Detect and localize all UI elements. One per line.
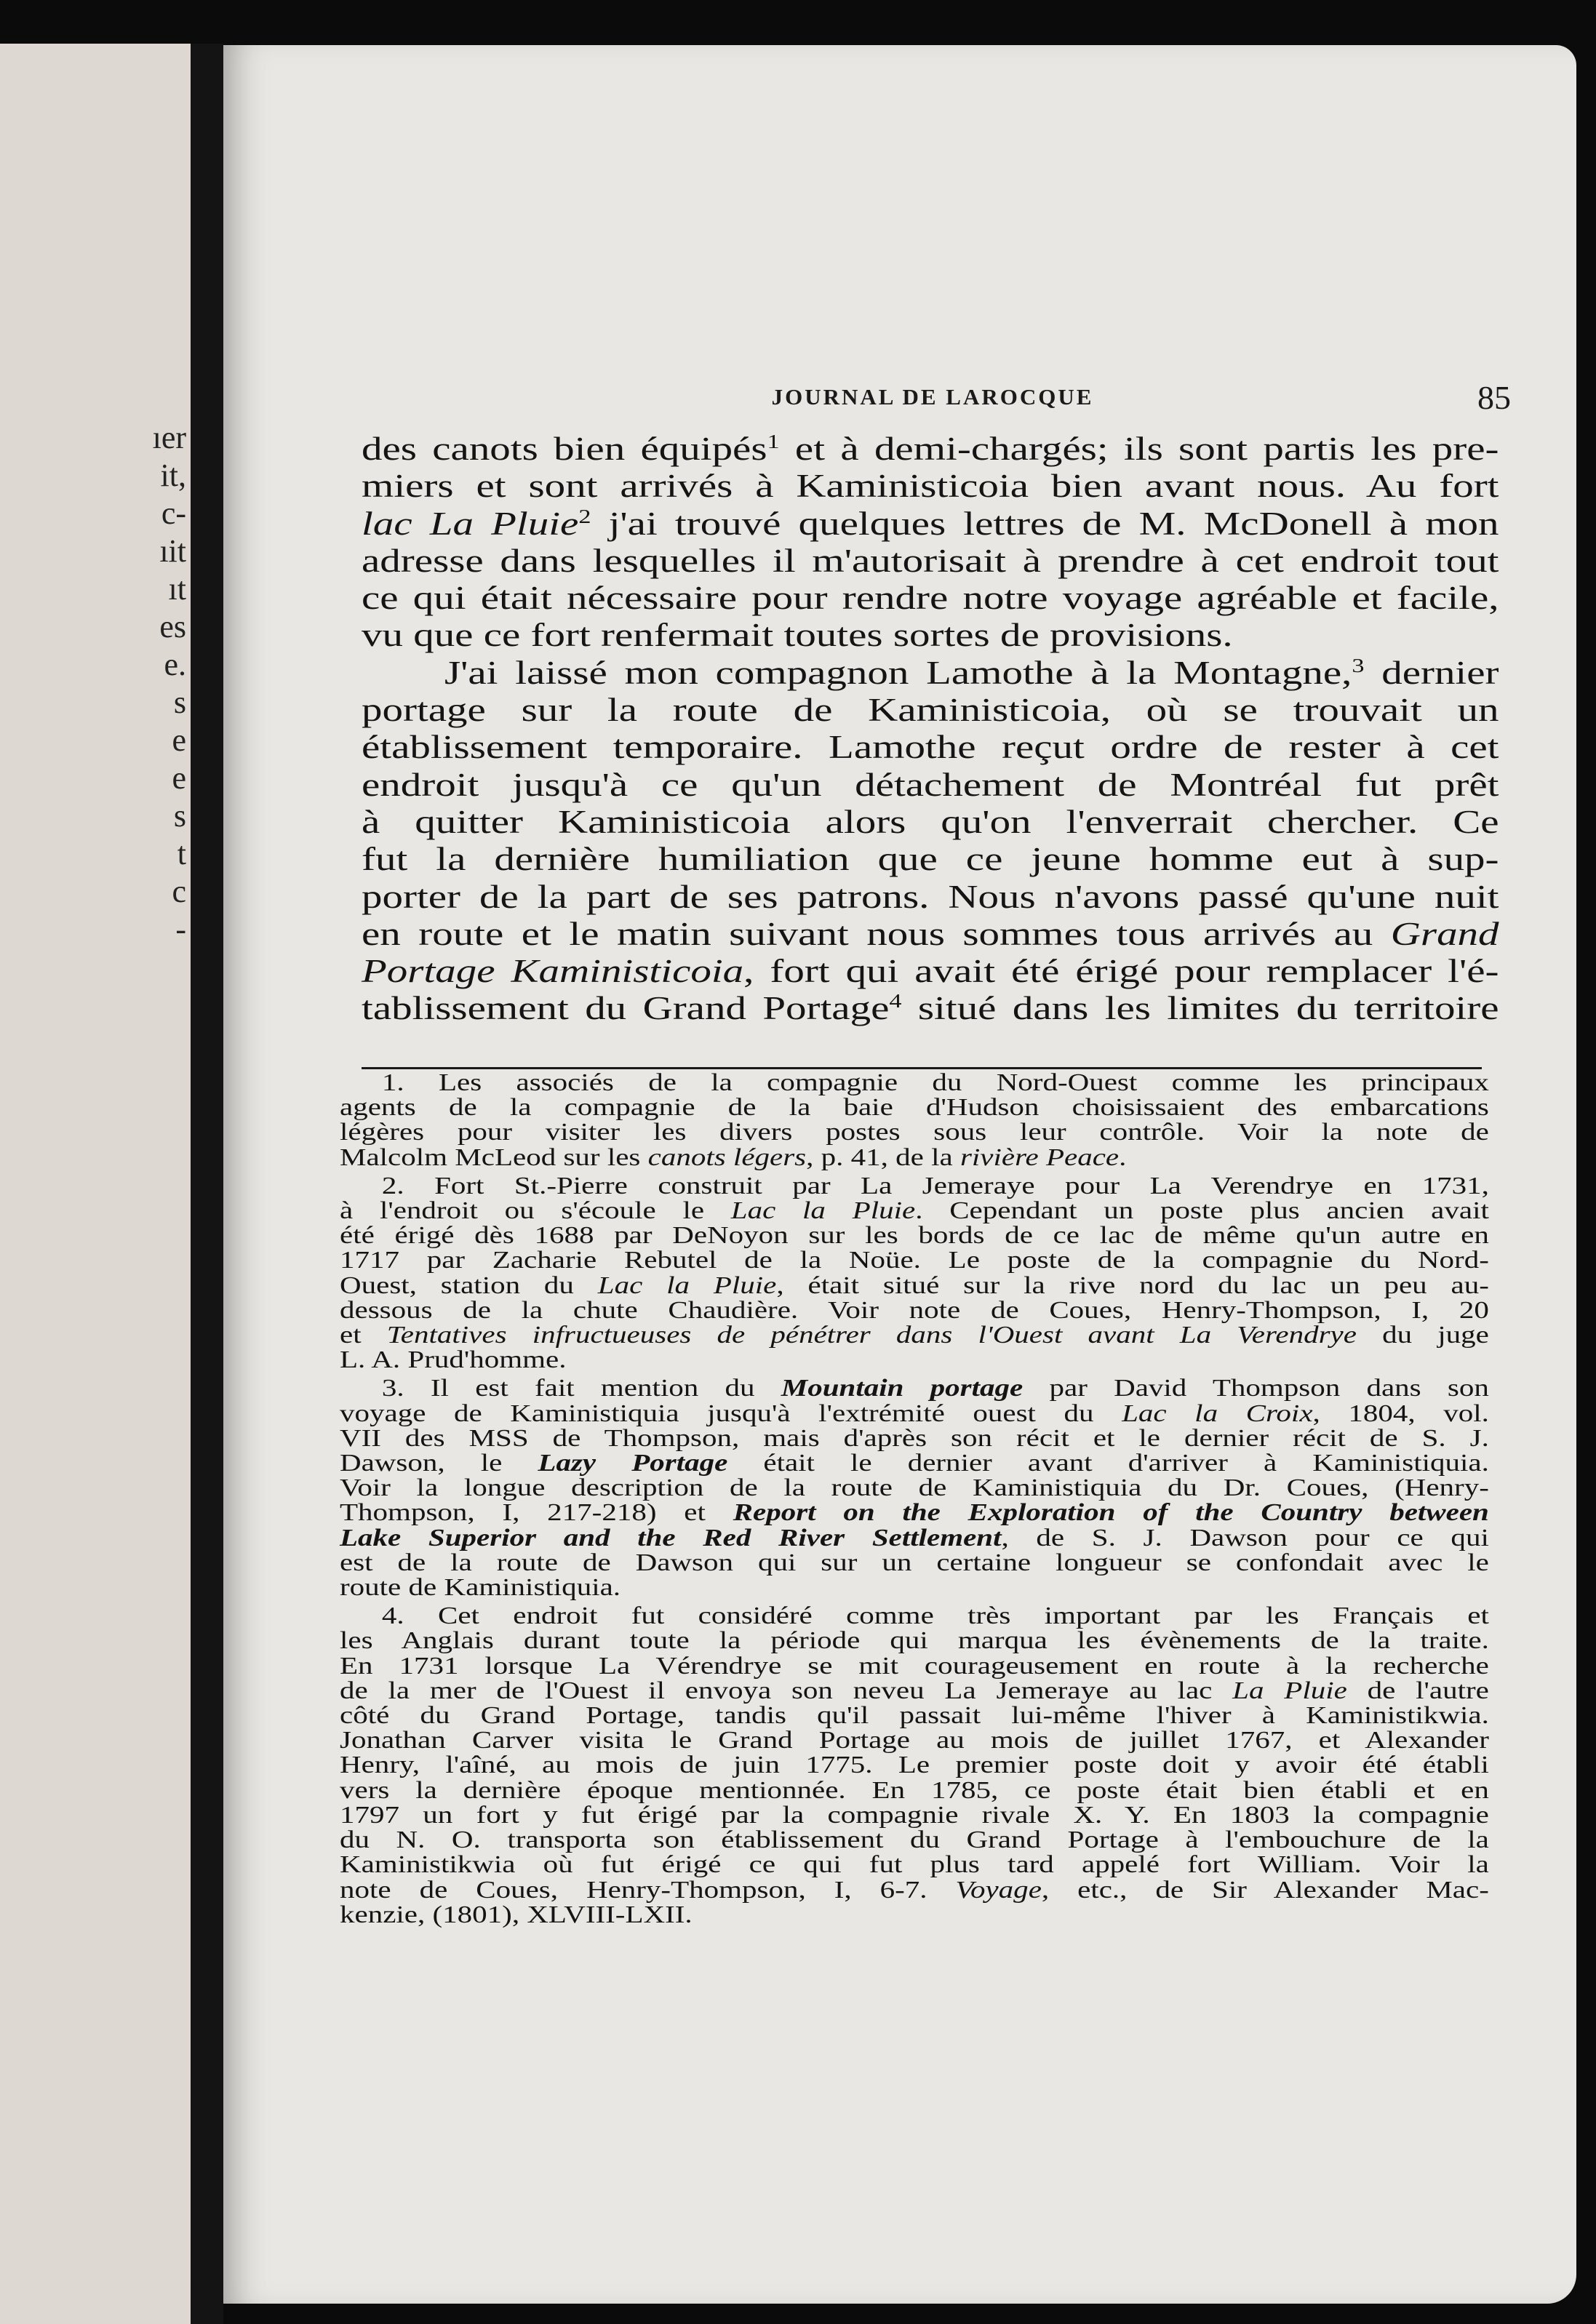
- text-line: en route et le matin suivant nous sommes tous arrivés au Grand: [362, 915, 1499, 952]
- text-line: portage sur la route de Kaministicoia, où se trouvait un: [362, 692, 1499, 729]
- margin-fragment: e.: [164, 647, 186, 682]
- text-line: à quitter Kaministicoia alors qu'on l'enverrait chercher. Ce: [362, 803, 1499, 840]
- book-page: [223, 45, 1576, 2304]
- footnote-line: Voir la longue description de la route de Kaministiquia du Dr. Coues, (Henry-: [340, 1474, 1489, 1502]
- footnote-line: En 1731 lorsque La Vérendrye se mit courageusement en route à la recherche: [340, 1652, 1489, 1680]
- footnote-line: côté du Grand Portage, tandis qu'il passait lui-même l'hiver à Kaministikwia.: [340, 1702, 1489, 1730]
- margin-fragment: e: [172, 722, 186, 758]
- text-line: J'ai laissé mon compagnon Lamothe à la Montagne,$^3$ dernier: [444, 654, 1499, 691]
- footnote-line: Malcolm McLeod sur les canots légers, p. 41, de la rivière Peace.: [340, 1143, 1127, 1171]
- footnote-ref[interactable]: 2: [578, 505, 591, 527]
- footnote-line: dessous de la chute Chaudière. Voir note de Coues, Henry-Thompson, I, 20: [340, 1296, 1489, 1324]
- footnote-ref[interactable]: 4: [889, 990, 902, 1013]
- footnote-line: route de Kaministiquia.: [340, 1574, 621, 1602]
- footnote-line: 1. Les associés de la compagnie du Nord-Ouest comme les principaux: [381, 1069, 1489, 1096]
- margin-fragment: ıt: [168, 571, 186, 607]
- footnote-ref[interactable]: 3: [1352, 654, 1365, 676]
- text-line: endroit jusqu'à ce qu'un détachement de Montréal fut prêt: [362, 766, 1499, 803]
- footnote-1: [340, 1071, 1489, 1170]
- footnote-line: L. A. Prud'homme.: [340, 1346, 567, 1374]
- margin-fragment: c-: [161, 495, 186, 531]
- text-line: Portage Kaministicoia, fort qui avait été érigé pour remplacer l'é-: [362, 953, 1499, 990]
- footnote-line: du N. O. transporta son établissement du Grand Portage à l'embouchure de la: [340, 1826, 1489, 1854]
- footnote-3: [340, 1376, 1489, 1600]
- margin-fragment: es: [159, 609, 186, 644]
- footnote-line: agents de la compagnie de la baie d'Hudson choisissaient des embarcations: [340, 1094, 1489, 1122]
- footnote-line: 2. Fort St.-Pierre construit par La Jemeraye pour La Verendrye en 1731,: [381, 1172, 1489, 1199]
- footnote-line: de la mer de l'Ouest il envoya son neveu La Jemeraye au lac La Pluie de l'autre: [340, 1677, 1489, 1704]
- main-text: [362, 431, 1499, 1028]
- margin-fragment: it,: [160, 458, 186, 493]
- footnote-line: Thompson, I, 217-218) et Report on the Exploration of the Country between: [340, 1499, 1489, 1527]
- margin-fragment: s: [173, 684, 186, 720]
- margin-fragment: t: [177, 836, 186, 871]
- text-line: porter de la part de ses patrons. Nous n'avons passé qu'une nuit: [362, 878, 1499, 915]
- footnotes: [340, 1071, 1489, 1931]
- page-number: 85: [1477, 379, 1511, 416]
- footnote-line: kenzie, (1801), XLVIII-LXII.: [340, 1901, 693, 1928]
- text-line: des canots bien équipés$^1$ et à demi-chargés; ils sont partis les pre-: [362, 431, 1499, 467]
- footnote-line: Henry, l'aîné, au mois de juin 1775. Le premier poste doit y avoir été établi: [340, 1752, 1489, 1779]
- text-line: tablissement du Grand Portage$^4$ situé dans les limites du territoire: [362, 990, 1499, 1027]
- text-line: lac La Pluie$^2$ j'ai trouvé quelques lettres de M. McDonell à mon: [362, 505, 1499, 542]
- footnote-line: à l'endroit ou s'écoule le Lac la Pluie. Cependant un poste plus ancien avait: [340, 1197, 1489, 1225]
- footnote-line: vers la dernière époque mentionnée. En 1785, ce poste était bien établi et en: [340, 1776, 1489, 1804]
- text-line: adresse dans lesquelles il m'autorisait à prendre à cet endroit tout: [362, 542, 1499, 579]
- footnote-4: [340, 1604, 1489, 1928]
- margin-fragment: -: [175, 911, 186, 947]
- footnote-line: voyage de Kaministiquia jusqu'à l'extrémité ouest du Lac la Croix, 1804, vol.: [340, 1399, 1489, 1427]
- margin-fragment: c: [172, 874, 186, 909]
- footnote-line: Dawson, le Lazy Portage était le dernier avant d'arriver à Kaministiquia.: [340, 1450, 1489, 1477]
- margin-fragment: e: [172, 760, 186, 796]
- previous-page-fragment: [0, 44, 191, 2324]
- paragraph-2: [362, 655, 1499, 1028]
- margin-fragment: ıit: [159, 533, 186, 569]
- footnote-ref[interactable]: 1: [767, 431, 780, 452]
- book-binding-gutter: [191, 44, 223, 2324]
- footnote-line: été érigé dès 1688 par DeNoyon sur les bords de ce lac de même qu'un autre en: [340, 1222, 1489, 1250]
- footnote-line: 3. Il est fait mention du Mountain portage par David Thompson dans son: [381, 1375, 1489, 1402]
- footnote-line: est de la route de Dawson qui sur un certaine longueur se confondait avec le: [340, 1549, 1489, 1576]
- footnote-line: VII des MSS de Thompson, mais d'après son récit et le dernier récit de S. J.: [340, 1424, 1489, 1452]
- margin-fragment: s: [173, 798, 186, 834]
- footnote-line: Lake Superior and the Red River Settlement, de S. J. Dawson pour ce qui: [340, 1524, 1489, 1552]
- text-line: ce qui était nécessaire pour rendre notre voyage agréable et facile,: [362, 580, 1499, 617]
- running-title: JOURNAL DE LAROCQUE: [771, 384, 1094, 410]
- text-line: fut la dernière humiliation que ce jeune homme eut à sup-: [362, 841, 1499, 878]
- footnote-line: note de Coues, Henry-Thompson, I, 6-7. Voyage, etc., de Sir Alexander Mac-: [340, 1876, 1489, 1904]
- page-header: [354, 378, 1511, 429]
- margin-fragment: ıer: [152, 420, 186, 455]
- footnote-line: et Tentatives infructueuses de pénétrer dans l'Ouest avant La Verendrye du juge: [340, 1322, 1489, 1349]
- footnote-line: légères pour visiter les divers postes sous leur contrôle. Voir la note de: [340, 1119, 1489, 1146]
- footnote-line: Jonathan Carver visita le Grand Portage au mois de juillet 1767, et Alexander: [340, 1727, 1489, 1754]
- text-line: établissement temporaire. Lamothe reçut ordre de rester à cet: [362, 729, 1499, 766]
- paragraph-1: [362, 431, 1499, 655]
- footnote-line: Ouest, station du Lac la Pluie, était situé sur la rive nord du lac un peu au-: [340, 1271, 1489, 1299]
- footnote-line: 4. Cet endroit fut considéré comme très important par les Français et: [381, 1602, 1489, 1630]
- footnote-line: Kaministikwia où fut érigé ce qui fut plus tard appelé fort William. Voir la: [340, 1851, 1489, 1879]
- text-line: miers et sont arrivés à Kaministicoia bien avant nous. Au fort: [362, 468, 1499, 505]
- text-line: vu que ce fort renfermait toutes sortes de provisions.: [362, 617, 1233, 654]
- footnote-line: les Anglais durant toute la période qui marqua les évènements de la traite.: [340, 1627, 1489, 1655]
- footnote-line: 1797 un fort y fut érigé par la compagnie rivale X. Y. En 1803 la compagnie: [340, 1801, 1489, 1829]
- footnote-line: 1717 par Zacharie Rebutel de la Noüe. Le poste de la compagnie du Nord-: [340, 1247, 1489, 1274]
- footnote-2: [340, 1174, 1489, 1373]
